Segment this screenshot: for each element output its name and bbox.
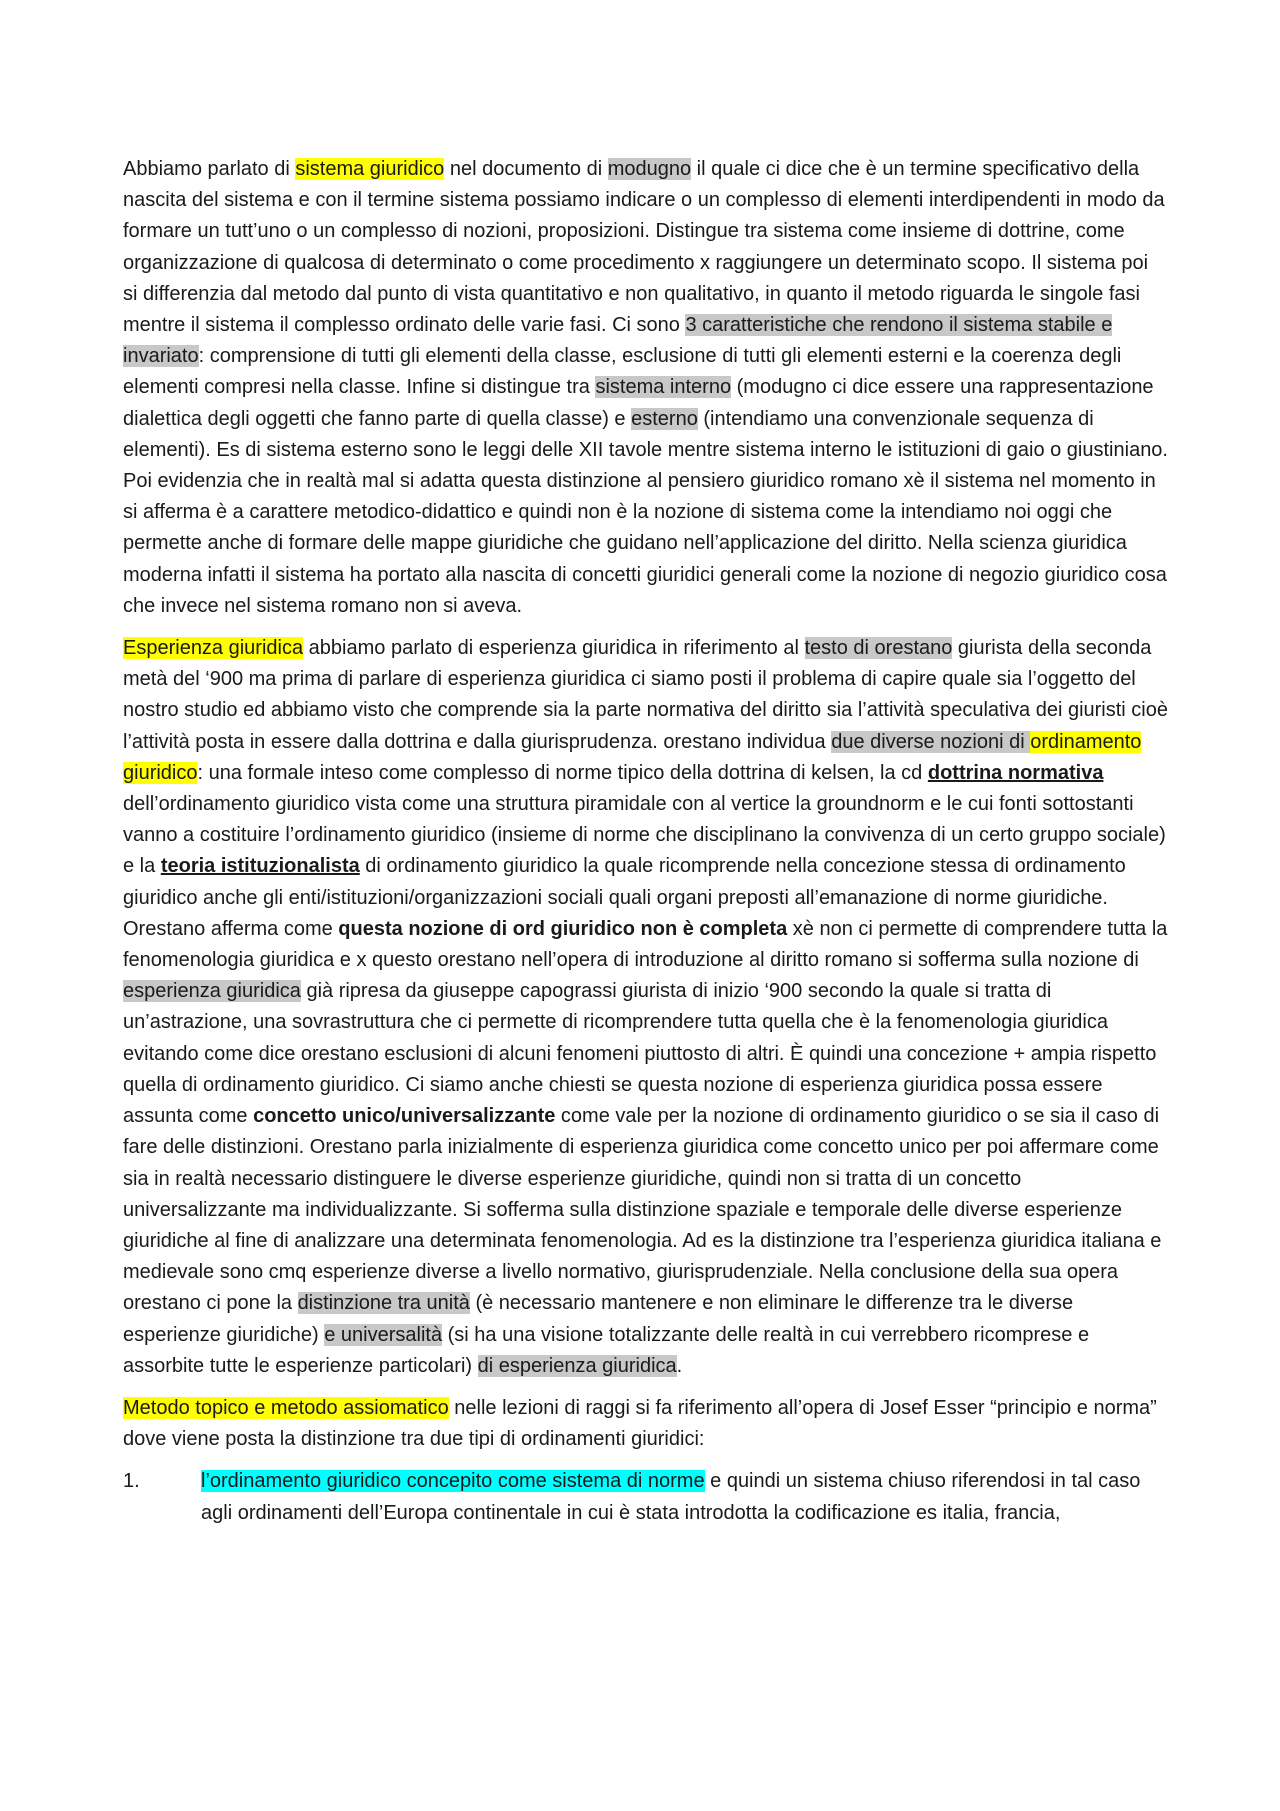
list-item-text — [201, 1466, 1168, 1528]
bold-dottrina-normativa: dottrina normativa — [927, 761, 1104, 784]
text-run: : comprensione di tutti gli elementi della classe, esclusione di tutti gli elementi esterni e la coerenza degli elementi compresi nella classe. Infine si distingue tra — [123, 345, 1122, 399]
highlight-testo-orestano: testo di orestano — [804, 637, 953, 660]
bold-teoria-istituzionalista: teoria istituzionalista — [160, 855, 360, 878]
highlight-sistema-interno: sistema interno — [595, 376, 732, 399]
highlight-esperienza-giuridica: esperienza giuridica — [123, 980, 301, 1003]
text-run: (modugno ci dice essere una rappresentazione dialettica degli oggetti che fanno parte di quella classe) e — [123, 376, 1154, 430]
highlight-due-nozioni: due diverse nozioni di — [831, 730, 1031, 753]
text-run: (è necessario mantenere e non eliminare le differenze tra le diverse esperienze giuridiche) — [123, 1292, 1074, 1346]
text-run: e quindi un sistema chiuso riferendosi in tal caso agli ordinamenti dell’Europa continentale in cui è stata introdotta la codificazione es italia, francia, — [201, 1470, 1141, 1524]
highlight-ordinamento-giuridico: ordinamento giuridico — [123, 730, 1142, 784]
bold-concetto-unico: concetto unico/universalizzante — [253, 1105, 556, 1128]
text-run: giurista della seconda metà del ‘900 ma prima di parlare di esperienza giuridica ci siamo posti il problema di capire quale sia l’oggetto del nostro studio ed abbiamo visto che comprende sia la parte normativa del diritto sia l’attività speculativa dei giuristi cioè l’attività posta in essere dalla dottrina e dalla giurisprudenza. orestano individua — [123, 637, 1168, 753]
text-run: (intendiamo una convenzionale sequenza di elementi). Es di sistema esterno sono le leggi delle XII tavole mentre sistema interno le istituzioni di gaio o giustiniano. Poi evidenzia che in realtà mal si adatta questa distinzione al pensiero giuridico romano xè il sistema nel momento in si afferma è a carattere metodico-didattico e quindi non è la nozione di sistema come la intendiamo noi oggi che permette anche di formare delle mappe giuridiche che guidano nell’applicazione del diritto. Nella scienza giuridica moderna infatti il sistema ha portato alla nascita di concetti giuridici generali come la nozione di negozio giuridico cosa che invece nel sistema romano non si aveva. — [123, 407, 1168, 617]
paragraph-sistema-giuridico — [123, 154, 1168, 622]
text-run: : una formale inteso come complesso di norme tipico della dottrina di kelsen, la cd — [197, 761, 928, 784]
highlight-esperienza-giuridica-heading: Esperienza giuridica — [123, 637, 304, 660]
list-number: 1. — [123, 1470, 140, 1493]
highlight-caratteristiche: 3 caratteristiche che rendono il sistema stabile e invariato — [123, 314, 1113, 368]
highlight-sistema-di-norme: l’ordinamento giuridico concepito come sistema di norme — [201, 1470, 705, 1493]
text-run: (si ha una visione totalizzante delle realtà in cui verrebbero ricomprese e assorbite tutte le esperienze particolari) — [123, 1323, 1090, 1377]
text-run: il quale ci dice che è un termine specificativo della nascita del sistema e con il termine sistema possiamo indicare o un complesso di elementi interdipendenti in modo da formare un tutt’uno o un complesso di nozioni, proposizioni. Distingue tra sistema come insieme di dottrine, come organizzazione di qualcosa di determinato o come procedimento x raggiungere un determinato scopo. Il sistema poi si differenzia dal metodo dal punto di vista quantitativo e non qualitativo, in quanto il metodo riguarda le singole fasi mentre il sistema il complesso ordinato delle varie fasi. Ci sono — [123, 158, 1165, 337]
highlight-metodo-topico: Metodo topico e metodo assiomatico — [123, 1396, 449, 1419]
text-run: come vale per la nozione di ordinamento giuridico o se sia il caso di fare delle distinzioni. Orestano parla inizialmente di esperienza giuridica come concetto unico per poi affermare come sia in realtà necessario distinguere le diverse esperienze giuridiche, quindi non si tratta di un concetto universalizzante ma individualizzante. Si sofferma sulla distinzione spaziale e temporale delle diverse esperienze giuridiche al fine di analizzare una determinata fenomenologia. Ad es la distinzione tra l’esperienza giuridica italiana e medievale sono cmq esperienze diverse a livello normativo, giurisprudenziale. Nella conclusione della sua opera orestano ci pone la — [123, 1105, 1162, 1315]
text-run: xè non ci permette di comprendere tutta la fenomenologia giuridica e x questo orestano nell’opera di introduzione al diritto romano si sofferma sulla nozione di — [123, 917, 1168, 972]
text-run: Abbiamo parlato di — [123, 158, 296, 180]
text-run: di ordinamento giuridico la quale ricomprende nella concezione stessa di ordinamento giuridico anche gli enti/istituzioni/organizzazioni sociali quali organi preposti all’emanazione di norme giuridiche. Orestano afferma come — [123, 855, 1126, 940]
text-run: . — [676, 1354, 683, 1377]
text-run: nelle lezioni di raggi si fa riferimento all’opera di Josef Esser “principio e norma” dove viene posta la distinzione tra due tipi di ordinamenti giuridici: — [123, 1396, 1157, 1451]
text-run: nel documento di — [444, 158, 608, 180]
text-run: già ripresa da giuseppe capograssi giurista di inizio ‘900 secondo la quale si tratta di un’astrazione, una sovrastruttura che ci permette di ricomprendere tutta quella che è la fenomenologia giuridica evitando come dice orestano esclusioni di alcuni fenomeni piuttosto di altri. È quindi una concezione + ampia rispetto quella di ordinamento giuridico. Ci siamo anche chiesti se questa nozione di esperienza giuridica possa essere assunta come — [123, 980, 1157, 1128]
text-run: abbiamo parlato di esperienza giuridica in riferimento al — [303, 637, 805, 660]
bold-nozione-non-completa: questa nozione di ord giuridico non è completa — [338, 917, 788, 940]
highlight-di-esperienza-giuridica: di esperienza giuridica — [477, 1354, 677, 1377]
text-run: dell’ordinamento giuridico vista come una struttura piramidale con al vertice la groundnorm e le cui fonti sottostanti vanno a costituire l’ordinamento giuridico (insieme di norme che disciplinano la convivenza di un certo gruppo sociale) e la — [123, 793, 1166, 878]
document-page — [123, 154, 1168, 1529]
paragraph-esperienza-giuridica — [123, 633, 1168, 1382]
highlight-sistema-giuridico: sistema giuridico — [295, 158, 445, 180]
highlight-esterno: esterno — [631, 407, 698, 430]
highlight-modugno: modugno — [607, 158, 692, 180]
list-item-1 — [123, 1466, 1168, 1528]
paragraph-metodo-topico — [123, 1393, 1168, 1455]
highlight-distinzione-unita: distinzione tra unità — [297, 1292, 470, 1315]
highlight-universalita: e universalità — [324, 1323, 443, 1346]
